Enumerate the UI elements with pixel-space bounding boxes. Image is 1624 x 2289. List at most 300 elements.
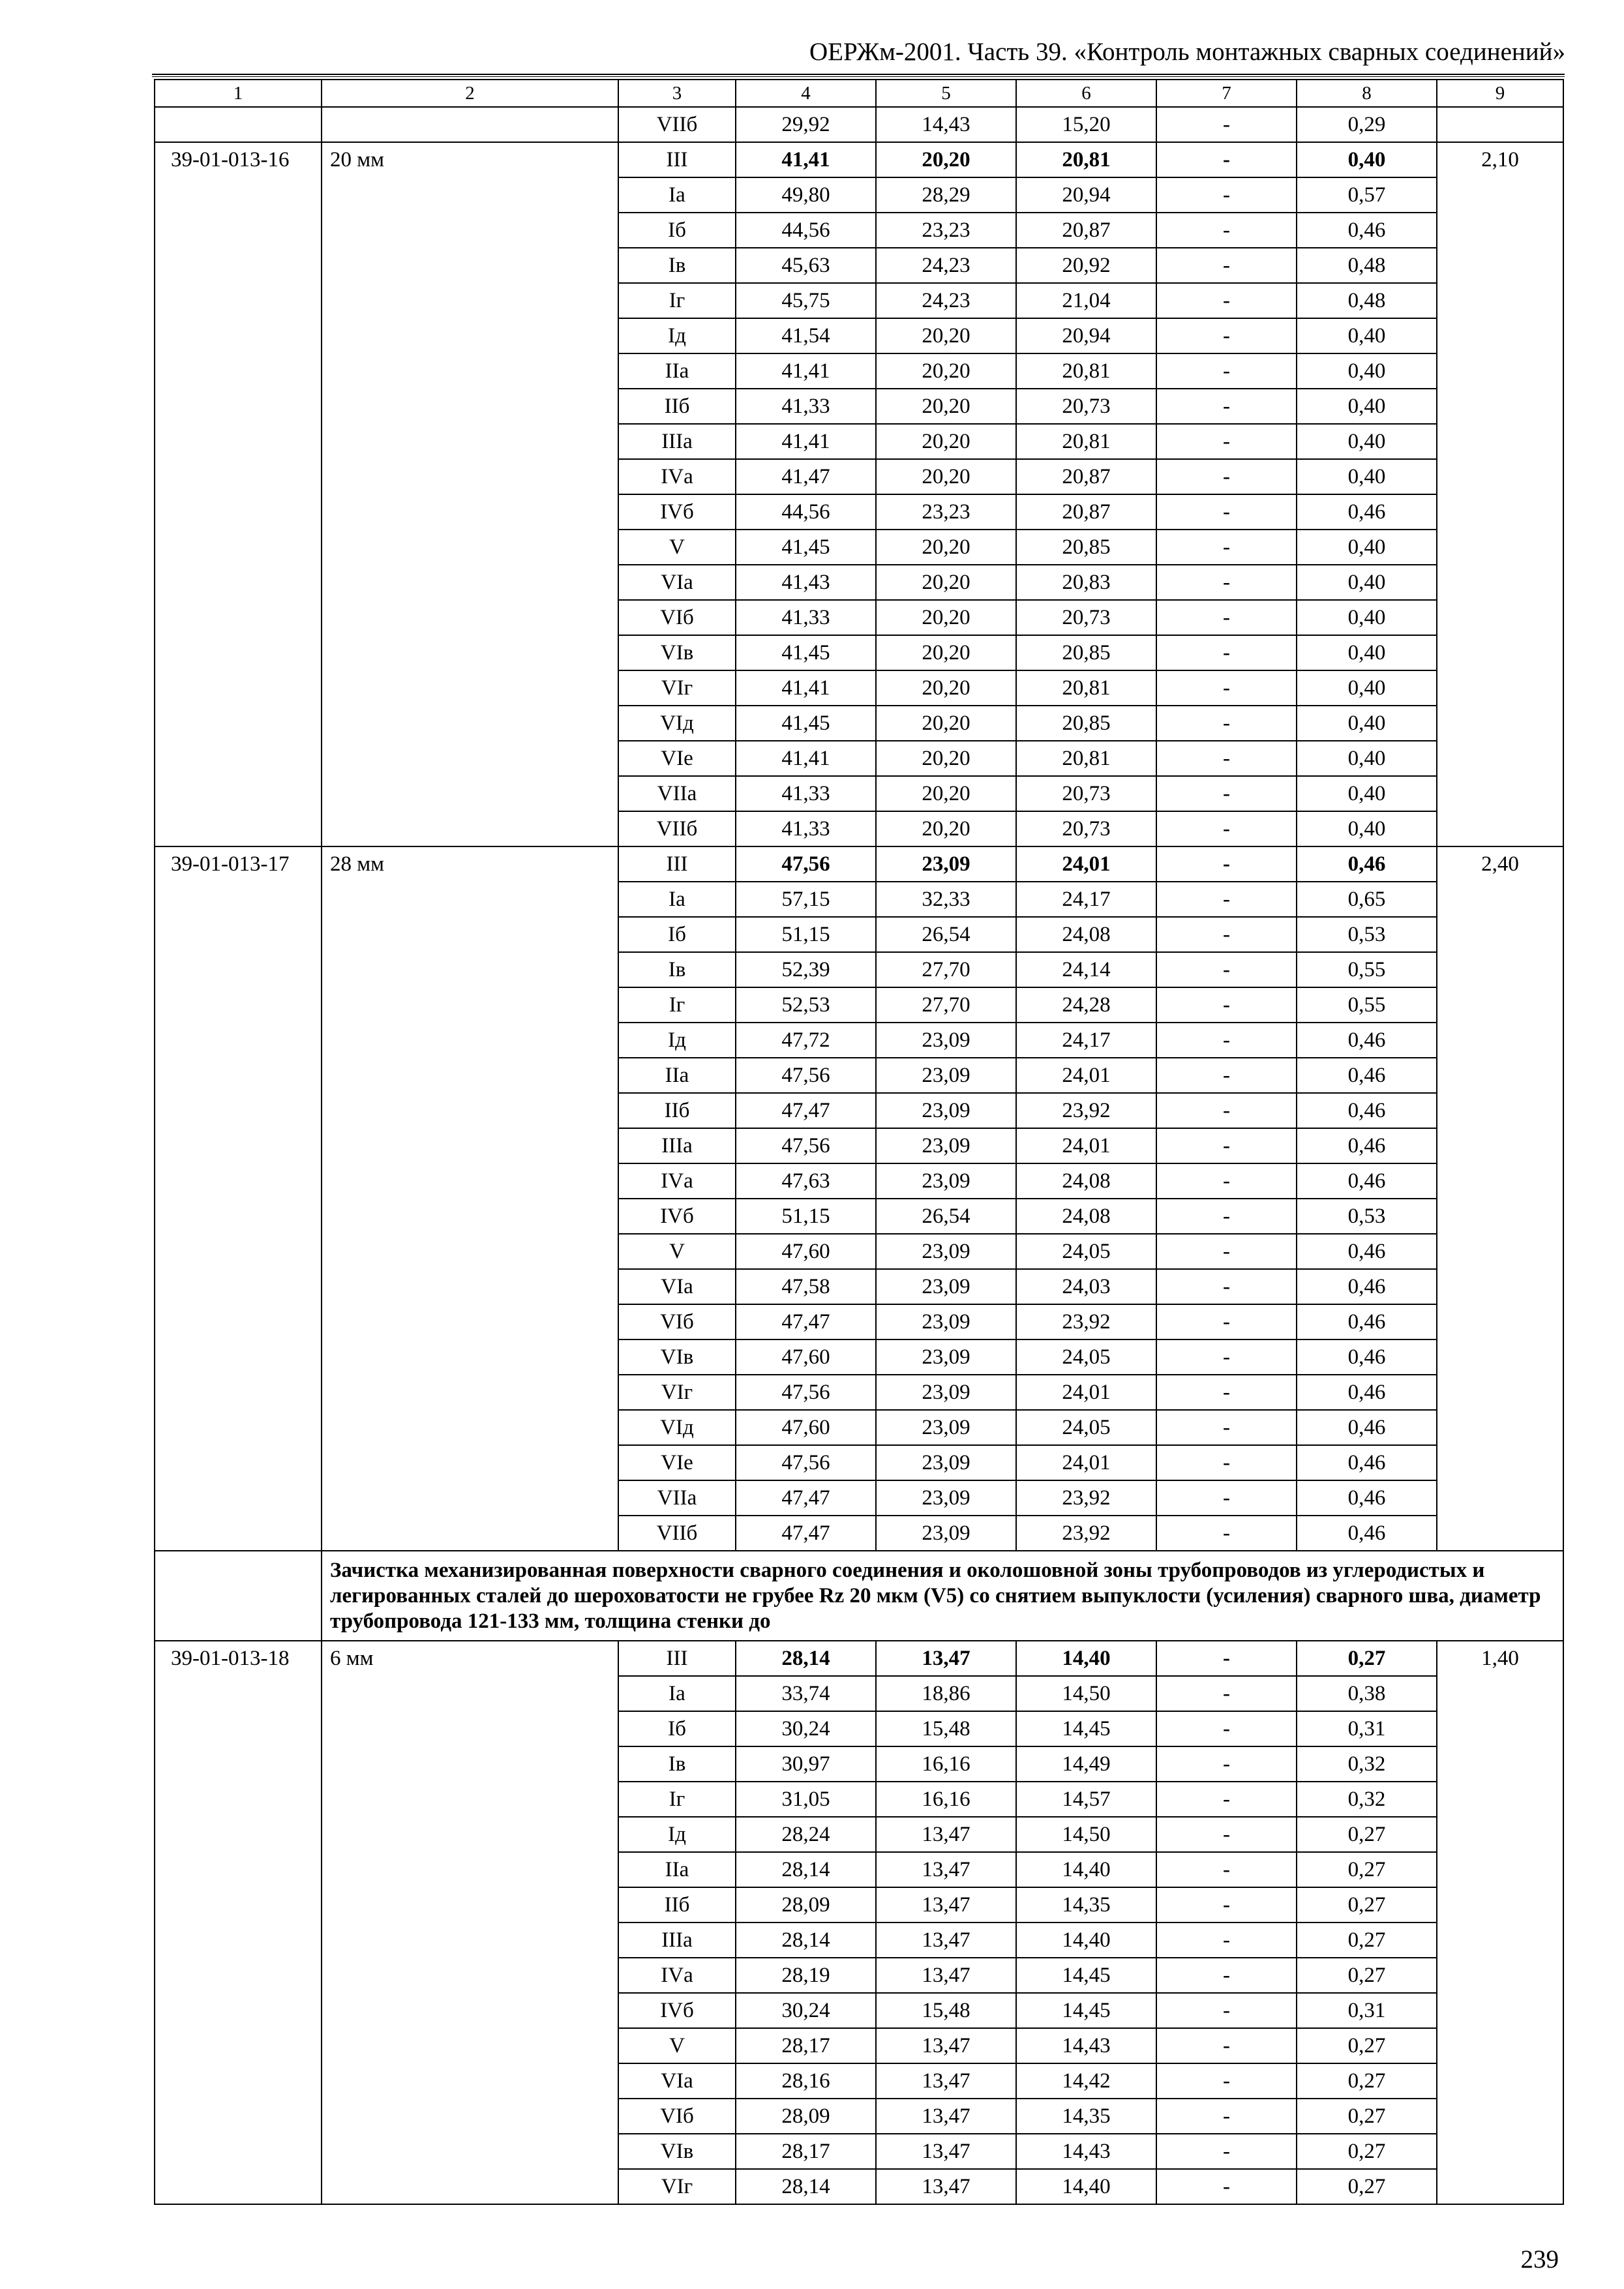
machine-costs: 14,40 [1016, 2169, 1156, 2204]
labor-hours: 0,40 [1297, 142, 1437, 177]
labor-costs: 20,20 [876, 670, 1016, 706]
operator-wages: - [1156, 987, 1297, 1023]
direct-costs: 41,33 [736, 811, 876, 846]
condition-code: III [618, 1641, 736, 1676]
labor-costs: 32,33 [876, 882, 1016, 917]
operator-wages: - [1156, 107, 1297, 142]
machine-costs: 20,85 [1016, 530, 1156, 565]
operator-wages: - [1156, 1746, 1297, 1782]
labor-hours: 0,46 [1297, 1480, 1437, 1516]
operator-wages: - [1156, 952, 1297, 987]
labor-hours: 0,29 [1297, 107, 1437, 142]
direct-costs: 47,58 [736, 1269, 876, 1304]
condition-code: Iа [618, 882, 736, 917]
machine-costs: 23,92 [1016, 1480, 1156, 1516]
condition-code: V [618, 1234, 736, 1269]
condition-code: IVа [618, 1163, 736, 1199]
labor-hours: 0,46 [1297, 1445, 1437, 1480]
labor-hours: 0,27 [1297, 2028, 1437, 2063]
labor-hours: 0,32 [1297, 1782, 1437, 1817]
direct-costs: 41,45 [736, 635, 876, 670]
direct-costs: 47,47 [736, 1093, 876, 1128]
labor-costs: 20,20 [876, 811, 1016, 846]
condition-code: IIб [618, 1887, 736, 1922]
direct-costs: 28,14 [736, 1641, 876, 1676]
labor-costs: 20,20 [876, 776, 1016, 811]
operator-wages: - [1156, 283, 1297, 318]
labor-costs: 23,09 [876, 1234, 1016, 1269]
machine-costs: 20,81 [1016, 424, 1156, 459]
machine-costs: 24,08 [1016, 917, 1156, 952]
operator-wages: - [1156, 248, 1297, 283]
labor-costs: 23,09 [876, 1269, 1016, 1304]
labor-costs: 18,86 [876, 1676, 1016, 1711]
labor-costs: 20,20 [876, 635, 1016, 670]
machine-costs: 20,81 [1016, 142, 1156, 177]
column-number: 4 [736, 80, 876, 107]
direct-costs: 41,54 [736, 318, 876, 353]
rate-code [155, 107, 322, 142]
direct-costs: 47,60 [736, 1234, 876, 1269]
labor-hours: 0,27 [1297, 2099, 1437, 2134]
direct-costs: 44,56 [736, 494, 876, 530]
operator-wages: - [1156, 1711, 1297, 1746]
condition-code: VIв [618, 635, 736, 670]
machine-costs: 14,49 [1016, 1746, 1156, 1782]
machine-costs: 23,92 [1016, 1516, 1156, 1551]
condition-code: VIIб [618, 811, 736, 846]
labor-hours: 0,46 [1297, 1339, 1437, 1375]
section-description-row [155, 1551, 1563, 1641]
labor-hours: 0,27 [1297, 1887, 1437, 1922]
operator-wages: - [1156, 389, 1297, 424]
table-row [155, 846, 1563, 882]
labor-hours: 0,40 [1297, 600, 1437, 635]
condition-code: Iг [618, 987, 736, 1023]
machine-costs: 14,45 [1016, 1958, 1156, 1993]
labor-costs: 14,43 [876, 107, 1016, 142]
labor-hours: 0,53 [1297, 917, 1437, 952]
labor-costs: 20,20 [876, 741, 1016, 776]
direct-costs: 41,41 [736, 142, 876, 177]
condition-code: IIIа [618, 1128, 736, 1163]
labor-hours: 0,40 [1297, 318, 1437, 353]
labor-hours: 0,40 [1297, 635, 1437, 670]
labor-costs: 23,09 [876, 1480, 1016, 1516]
operator-wages: - [1156, 1058, 1297, 1093]
direct-costs: 30,97 [736, 1746, 876, 1782]
direct-costs: 41,47 [736, 459, 876, 494]
condition-code: Iб [618, 917, 736, 952]
header-rule-thin [152, 76, 1565, 77]
wall-thickness: 20 мм [322, 142, 618, 846]
machine-costs: 24,01 [1016, 1375, 1156, 1410]
labor-hours: 0,48 [1297, 248, 1437, 283]
condition-code: VIв [618, 2134, 736, 2169]
labor-costs: 13,47 [876, 2063, 1016, 2099]
labor-costs: 20,20 [876, 459, 1016, 494]
direct-costs: 28,16 [736, 2063, 876, 2099]
labor-costs: 23,09 [876, 1128, 1016, 1163]
rate-code: 39-01-013-17 [155, 846, 322, 1551]
condition-code: IVа [618, 1958, 736, 1993]
operator-wages: - [1156, 459, 1297, 494]
labor-costs: 23,09 [876, 846, 1016, 882]
operator-wages: - [1156, 1817, 1297, 1852]
labor-costs: 24,23 [876, 248, 1016, 283]
labor-hours: 0,40 [1297, 459, 1437, 494]
labor-hours: 0,46 [1297, 1304, 1437, 1339]
labor-costs: 24,23 [876, 283, 1016, 318]
direct-costs: 28,17 [736, 2028, 876, 2063]
machine-costs: 20,73 [1016, 389, 1156, 424]
labor-costs: 13,47 [876, 2169, 1016, 2204]
operator-wages: - [1156, 1887, 1297, 1922]
condition-code: Iг [618, 283, 736, 318]
operator-wages: - [1156, 846, 1297, 882]
direct-costs: 29,92 [736, 107, 876, 142]
labor-hours: 0,40 [1297, 530, 1437, 565]
condition-code: VIе [618, 741, 736, 776]
machine-costs: 20,94 [1016, 177, 1156, 213]
machine-costs: 21,04 [1016, 283, 1156, 318]
labor-costs: 26,54 [876, 1199, 1016, 1234]
machine-costs: 14,40 [1016, 1852, 1156, 1887]
rate-coefficient: 1,40 [1437, 1641, 1563, 2204]
machine-costs: 20,85 [1016, 635, 1156, 670]
machine-costs: 24,01 [1016, 1058, 1156, 1093]
labor-hours: 0,27 [1297, 1922, 1437, 1958]
direct-costs: 41,41 [736, 741, 876, 776]
machine-costs: 14,45 [1016, 1993, 1156, 2028]
labor-costs: 23,09 [876, 1093, 1016, 1128]
labor-hours: 0,53 [1297, 1199, 1437, 1234]
condition-code: IIб [618, 389, 736, 424]
machine-costs: 24,14 [1016, 952, 1156, 987]
machine-costs: 14,43 [1016, 2028, 1156, 2063]
machine-costs: 14,43 [1016, 2134, 1156, 2169]
direct-costs: 52,39 [736, 952, 876, 987]
labor-costs: 13,47 [876, 2028, 1016, 2063]
operator-wages: - [1156, 2063, 1297, 2099]
operator-wages: - [1156, 635, 1297, 670]
operator-wages: - [1156, 776, 1297, 811]
labor-costs: 20,20 [876, 600, 1016, 635]
labor-costs: 20,20 [876, 389, 1016, 424]
direct-costs: 41,41 [736, 670, 876, 706]
condition-code: IIа [618, 353, 736, 389]
operator-wages: - [1156, 1782, 1297, 1817]
machine-costs: 14,40 [1016, 1922, 1156, 1958]
condition-code: VIIа [618, 776, 736, 811]
condition-code: Iв [618, 952, 736, 987]
labor-hours: 0,27 [1297, 1641, 1437, 1676]
column-number-row [155, 80, 1563, 107]
direct-costs: 47,47 [736, 1516, 876, 1551]
column-number: 7 [1156, 80, 1297, 107]
column-number: 1 [155, 80, 322, 107]
table-body [155, 80, 1563, 2204]
machine-costs: 20,87 [1016, 213, 1156, 248]
labor-hours: 0,55 [1297, 952, 1437, 987]
condition-code: Iд [618, 1817, 736, 1852]
operator-wages: - [1156, 1269, 1297, 1304]
condition-code: IVб [618, 1199, 736, 1234]
table-row [155, 1641, 1563, 1676]
condition-code: IIа [618, 1852, 736, 1887]
machine-costs: 14,45 [1016, 1711, 1156, 1746]
labor-costs: 13,47 [876, 2134, 1016, 2169]
labor-costs: 27,70 [876, 952, 1016, 987]
machine-costs: 24,17 [1016, 1023, 1156, 1058]
condition-code: IIб [618, 1093, 736, 1128]
condition-code: Iб [618, 1711, 736, 1746]
machine-costs: 24,05 [1016, 1410, 1156, 1445]
description-spacer [155, 1551, 322, 1641]
direct-costs: 47,56 [736, 1445, 876, 1480]
labor-hours: 0,46 [1297, 1023, 1437, 1058]
direct-costs: 41,33 [736, 600, 876, 635]
labor-hours: 0,46 [1297, 1093, 1437, 1128]
condition-code: III [618, 142, 736, 177]
machine-costs: 20,73 [1016, 600, 1156, 635]
condition-code: Iа [618, 177, 736, 213]
labor-costs: 23,09 [876, 1375, 1016, 1410]
direct-costs: 47,47 [736, 1480, 876, 1516]
labor-costs: 13,47 [876, 1852, 1016, 1887]
direct-costs: 52,53 [736, 987, 876, 1023]
direct-costs: 47,60 [736, 1410, 876, 1445]
labor-hours: 0,46 [1297, 1058, 1437, 1093]
operator-wages: - [1156, 353, 1297, 389]
column-number: 9 [1437, 80, 1563, 107]
labor-hours: 0,27 [1297, 1817, 1437, 1852]
labor-costs: 23,09 [876, 1445, 1016, 1480]
labor-costs: 23,23 [876, 494, 1016, 530]
direct-costs: 41,41 [736, 424, 876, 459]
condition-code: VIд [618, 706, 736, 741]
direct-costs: 47,60 [736, 1339, 876, 1375]
labor-hours: 0,40 [1297, 811, 1437, 846]
machine-costs: 23,92 [1016, 1093, 1156, 1128]
machine-costs: 24,05 [1016, 1339, 1156, 1375]
operator-wages: - [1156, 1234, 1297, 1269]
labor-hours: 0,46 [1297, 1163, 1437, 1199]
labor-costs: 28,29 [876, 177, 1016, 213]
labor-hours: 0,40 [1297, 706, 1437, 741]
machine-costs: 24,03 [1016, 1269, 1156, 1304]
labor-hours: 0,27 [1297, 2063, 1437, 2099]
direct-costs: 47,56 [736, 1375, 876, 1410]
operator-wages: - [1156, 142, 1297, 177]
direct-costs: 28,17 [736, 2134, 876, 2169]
column-number: 6 [1016, 80, 1156, 107]
condition-code: V [618, 530, 736, 565]
condition-code: VIв [618, 1339, 736, 1375]
labor-hours: 0,65 [1297, 882, 1437, 917]
machine-costs: 24,28 [1016, 987, 1156, 1023]
machine-costs: 15,20 [1016, 107, 1156, 142]
machine-costs: 24,08 [1016, 1199, 1156, 1234]
operator-wages: - [1156, 1023, 1297, 1058]
labor-hours: 0,46 [1297, 213, 1437, 248]
operator-wages: - [1156, 177, 1297, 213]
machine-costs: 24,17 [1016, 882, 1156, 917]
direct-costs: 47,63 [736, 1163, 876, 1199]
condition-code: Iб [618, 213, 736, 248]
condition-code: IVб [618, 1993, 736, 2028]
labor-hours: 0,40 [1297, 424, 1437, 459]
labor-hours: 0,40 [1297, 670, 1437, 706]
condition-code: VIг [618, 2169, 736, 2204]
operator-wages: - [1156, 706, 1297, 741]
labor-costs: 23,09 [876, 1410, 1016, 1445]
labor-hours: 0,27 [1297, 2169, 1437, 2204]
direct-costs: 41,41 [736, 353, 876, 389]
labor-hours: 0,40 [1297, 741, 1437, 776]
labor-hours: 0,31 [1297, 1711, 1437, 1746]
operator-wages: - [1156, 670, 1297, 706]
condition-code: Iа [618, 1676, 736, 1711]
machine-costs: 14,35 [1016, 2099, 1156, 2134]
machine-costs: 23,92 [1016, 1304, 1156, 1339]
labor-costs: 20,20 [876, 424, 1016, 459]
condition-code: VIб [618, 600, 736, 635]
operator-wages: - [1156, 1375, 1297, 1410]
condition-code: VIг [618, 670, 736, 706]
condition-code: VIIб [618, 107, 736, 142]
machine-costs: 24,01 [1016, 846, 1156, 882]
labor-costs: 13,47 [876, 1641, 1016, 1676]
operator-wages: - [1156, 882, 1297, 917]
operator-wages: - [1156, 1093, 1297, 1128]
condition-code: V [618, 2028, 736, 2063]
operator-wages: - [1156, 1922, 1297, 1958]
labor-costs: 23,09 [876, 1304, 1016, 1339]
labor-costs: 20,20 [876, 318, 1016, 353]
machine-costs: 24,01 [1016, 1445, 1156, 1480]
labor-costs: 26,54 [876, 917, 1016, 952]
direct-costs: 28,14 [736, 1852, 876, 1887]
direct-costs: 28,09 [736, 1887, 876, 1922]
labor-hours: 0,46 [1297, 1410, 1437, 1445]
labor-hours: 0,27 [1297, 1852, 1437, 1887]
labor-hours: 0,46 [1297, 1234, 1437, 1269]
condition-code: IIIа [618, 424, 736, 459]
labor-costs: 27,70 [876, 987, 1016, 1023]
direct-costs: 41,33 [736, 389, 876, 424]
direct-costs: 49,80 [736, 177, 876, 213]
labor-hours: 0,48 [1297, 283, 1437, 318]
machine-costs: 20,81 [1016, 741, 1156, 776]
rate-code: 39-01-013-18 [155, 1641, 322, 2204]
condition-code: Iд [618, 318, 736, 353]
labor-hours: 0,32 [1297, 1746, 1437, 1782]
labor-costs: 16,16 [876, 1746, 1016, 1782]
operator-wages: - [1156, 741, 1297, 776]
rates-table [154, 79, 1564, 2205]
labor-costs: 13,47 [876, 1887, 1016, 1922]
labor-costs: 13,47 [876, 1922, 1016, 1958]
condition-code: Iд [618, 1023, 736, 1058]
labor-costs: 20,20 [876, 706, 1016, 741]
operator-wages: - [1156, 1676, 1297, 1711]
operator-wages: - [1156, 811, 1297, 846]
labor-hours: 0,40 [1297, 565, 1437, 600]
header-rule [152, 74, 1565, 75]
labor-costs: 23,09 [876, 1516, 1016, 1551]
operator-wages: - [1156, 1993, 1297, 2028]
labor-hours: 0,46 [1297, 1269, 1437, 1304]
operator-wages: - [1156, 1339, 1297, 1375]
labor-costs: 20,20 [876, 142, 1016, 177]
machine-costs: 20,73 [1016, 811, 1156, 846]
labor-hours: 0,55 [1297, 987, 1437, 1023]
direct-costs: 28,09 [736, 2099, 876, 2134]
labor-hours: 0,46 [1297, 1375, 1437, 1410]
operator-wages: - [1156, 1516, 1297, 1551]
condition-code: IVб [618, 494, 736, 530]
operator-wages: - [1156, 2028, 1297, 2063]
condition-code: VIIб [618, 1516, 736, 1551]
operator-wages: - [1156, 2134, 1297, 2169]
condition-code: VIб [618, 1304, 736, 1339]
operator-wages: - [1156, 1852, 1297, 1887]
machine-costs: 14,50 [1016, 1817, 1156, 1852]
table-row [155, 107, 1563, 142]
condition-code: IIIа [618, 1922, 736, 1958]
labor-costs: 23,09 [876, 1058, 1016, 1093]
operator-wages: - [1156, 600, 1297, 635]
machine-costs: 20,87 [1016, 459, 1156, 494]
direct-costs: 51,15 [736, 917, 876, 952]
wall-thickness: 28 мм [322, 846, 618, 1551]
direct-costs: 41,45 [736, 706, 876, 741]
labor-hours: 0,46 [1297, 846, 1437, 882]
labor-costs: 23,09 [876, 1163, 1016, 1199]
direct-costs: 28,14 [736, 2169, 876, 2204]
operator-wages: - [1156, 1480, 1297, 1516]
machine-costs: 20,73 [1016, 776, 1156, 811]
direct-costs: 30,24 [736, 1993, 876, 2028]
machine-costs: 14,57 [1016, 1782, 1156, 1817]
rate-coefficient: 2,40 [1437, 846, 1563, 1551]
machine-costs: 20,92 [1016, 248, 1156, 283]
labor-costs: 20,20 [876, 530, 1016, 565]
machine-costs: 20,81 [1016, 670, 1156, 706]
operator-wages: - [1156, 2169, 1297, 2204]
labor-costs: 13,47 [876, 2099, 1016, 2134]
condition-code: VIа [618, 2063, 736, 2099]
labor-costs: 13,47 [876, 1817, 1016, 1852]
direct-costs: 41,43 [736, 565, 876, 600]
condition-code: Iг [618, 1782, 736, 1817]
operator-wages: - [1156, 494, 1297, 530]
direct-costs: 41,45 [736, 530, 876, 565]
direct-costs: 28,24 [736, 1817, 876, 1852]
direct-costs: 44,56 [736, 213, 876, 248]
machine-costs: 20,85 [1016, 706, 1156, 741]
machine-costs: 20,83 [1016, 565, 1156, 600]
labor-costs: 23,09 [876, 1339, 1016, 1375]
labor-costs: 15,48 [876, 1993, 1016, 2028]
labor-hours: 0,40 [1297, 389, 1437, 424]
operator-wages: - [1156, 1958, 1297, 1993]
operator-wages: - [1156, 1304, 1297, 1339]
machine-costs: 14,50 [1016, 1676, 1156, 1711]
condition-code: VIа [618, 1269, 736, 1304]
direct-costs: 30,24 [736, 1711, 876, 1746]
